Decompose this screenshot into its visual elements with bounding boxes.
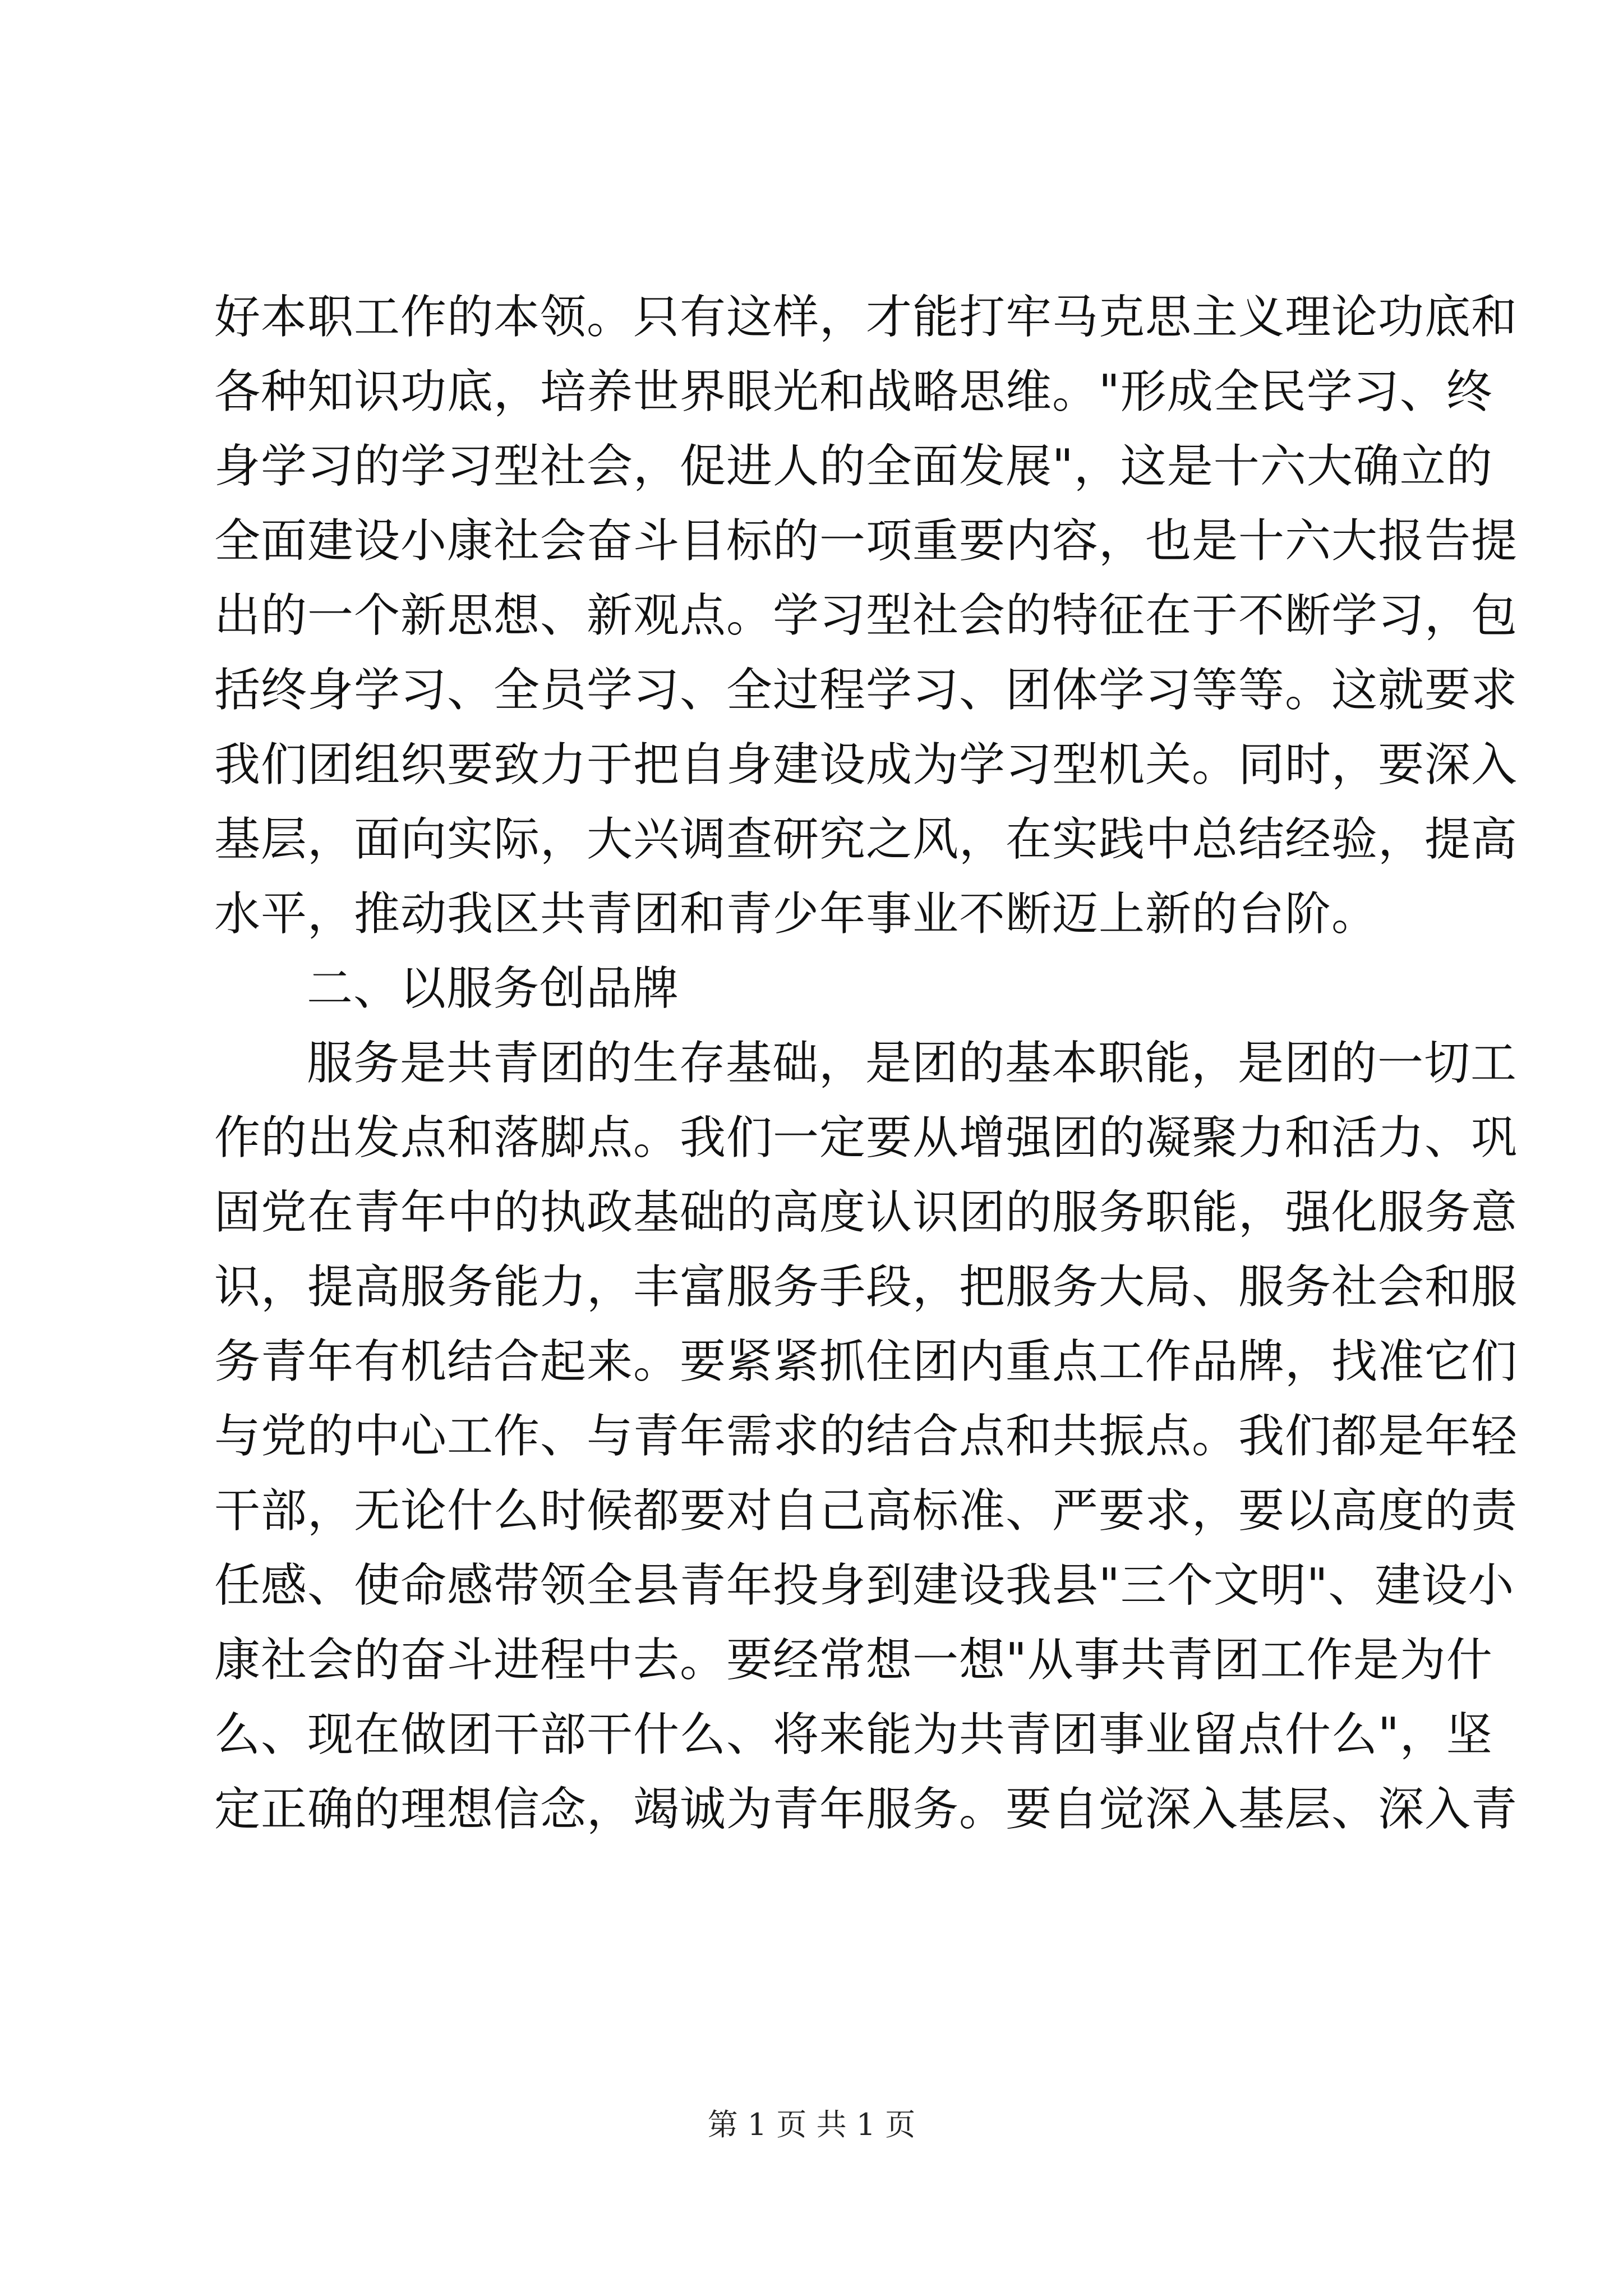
text-line: 好本职工作的本领。只有这样，才能打牢马克思主义理论功底和 [214, 291, 1518, 344]
text-line: 水平，推动我区共青团和青少年事业不断迈上新的台阶。 [214, 887, 1378, 941]
text-line: 康社会的奋斗进程中去。要经常想一想"从事共青团工作是为什 [214, 1634, 1493, 1687]
text-line: 全面建设小康社会奋斗目标的一项重要内容，也是十六大报告提 [214, 514, 1518, 568]
text-line: 身学习的学习型社会，促进人的全面发展"，这是十六大确立的 [214, 440, 1493, 493]
text-line: 括终身学习、全员学习、全过程学习、团体学习等等。这就要求 [214, 664, 1518, 717]
text-line: 服务是共青团的生存基础，是团的基本职能，是团的一切工 [307, 1037, 1518, 1090]
text-line: 各种知识功底，培养世界眼光和战略思维。"形成全民学习、终 [214, 365, 1493, 418]
text-line: 务青年有机结合起来。要紧紧抓住团内重点工作品牌，找准它们 [214, 1335, 1518, 1388]
text-line: 作的出发点和落脚点。我们一定要从增强团的凝聚力和活力、巩 [214, 1111, 1518, 1165]
text-line: 我们团组织要致力于把自身建设成为学习型机关。同时，要深入 [214, 738, 1518, 792]
text-line: 任感、使命感带领全县青年投身到建设我县"三个文明"、建设小 [214, 1559, 1515, 1612]
text-line: 识，提高服务能力，丰富服务手段，把服务大局、服务社会和服 [214, 1260, 1518, 1314]
text-line: 么、现在做团干部干什么、将来能为共青团事业留点什么"，坚 [214, 1708, 1493, 1761]
text-line: 出的一个新思想、新观点。学习型社会的特征在于不断学习，包 [214, 589, 1518, 642]
section-heading: 二、以服务创品牌 [307, 962, 680, 1015]
text-line: 与党的中心工作、与青年需求的结合点和共振点。我们都是年轻 [214, 1410, 1518, 1463]
text-line: 固党在青年中的执政基础的高度认识团的服务职能，强化服务意 [214, 1186, 1518, 1239]
text-line: 定正确的理想信念，竭诚为青年服务。要自觉深入基层、深入青 [214, 1783, 1518, 1836]
text-line: 干部，无论什么时候都要对自己高标准、严要求，要以高度的责 [214, 1484, 1518, 1538]
text-line: 基层，面向实际，大兴调查研究之风，在实践中总结经验，提高 [214, 813, 1518, 866]
page-footer: 第 1 页 共 1 页 [707, 2107, 916, 2142]
